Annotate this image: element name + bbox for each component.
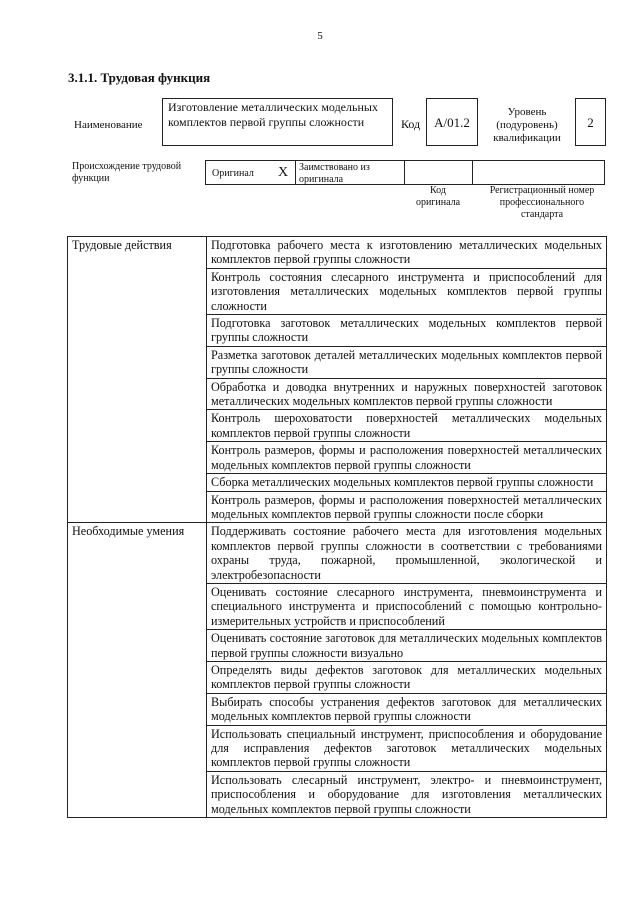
table-cell: Подготовка рабочего места к изготовлению металлических модельных комплектов первой группы сложности: [207, 237, 607, 269]
section-title-cell: Необходимые умения: [68, 523, 207, 818]
origin-table: [205, 160, 605, 185]
table-row: [68, 237, 607, 269]
code-value: A/01.2: [426, 98, 478, 146]
origin-divider: [472, 161, 473, 184]
borrowed-label: Заимствовано из оригинала: [299, 162, 370, 185]
code-original-label: Код оригинала: [415, 185, 461, 208]
table-cell: Разметка заготовок деталей металлических модельных комплектов первой группы сложности: [207, 346, 607, 378]
table-cell: Подготовка заготовок металлических модельных комплектов первой группы сложности: [207, 315, 607, 347]
name-value: Изготовление металлических модельных комплектов первой группы сложности: [162, 98, 393, 146]
reg-number-label: Регистрационный номер профессионального стандарта: [489, 185, 595, 220]
table-cell: Использовать слесарный инструмент, электро- и пневмоинструмент, приспособления и оборудование для изготовления металлических модельных комплектов первой группы сложности: [207, 771, 607, 817]
requirements-table: [67, 236, 607, 818]
table-cell: Контроль состояния слесарного инструмента и приспособлений для изготовления металлических модельных комплектов первой группы сложности: [207, 268, 607, 314]
origin-divider: [404, 161, 405, 184]
table-cell: Использовать специальный инструмент, приспособления и оборудование для исправления дефектов заготовок металлических модельных комплектов первой группы сложности: [207, 725, 607, 771]
level-label: Уровень (подуровень) квалификации: [493, 106, 561, 144]
table-cell: Выбирать способы устранения дефектов заготовок для металлических модельных комплектов первой группы сложности: [207, 693, 607, 725]
origin-label: Происхождение трудовой функции: [72, 161, 182, 184]
table-cell: Оценивать состояние заготовок для металлических модельных комплектов первой группы сложности визуально: [207, 630, 607, 662]
table-cell: Контроль размеров, формы и расположения поверхностей металлических модельных комплектов первой группы сложности после сборки: [207, 491, 607, 523]
table-cell: Контроль размеров, формы и расположения поверхностей металлических модельных комплектов первой группы сложности: [207, 442, 607, 474]
table-cell: Контроль шероховатости поверхностей металлических модельных комплектов первой группы сложности: [207, 410, 607, 442]
level-value: 2: [575, 98, 606, 146]
page-number: 5: [317, 30, 323, 42]
section-title-cell: Трудовые действия: [68, 237, 207, 523]
table-row: [68, 523, 607, 584]
table-cell: Обработка и доводка внутренних и наружных поверхностей заготовок металлических модельных комплектов первой группы сложности: [207, 378, 607, 410]
origin-cell-original: [206, 161, 296, 184]
table-cell: Сборка металлических модельных комплектов первой группы сложности: [207, 474, 607, 491]
section-title: 3.1.1. Трудовая функция: [68, 70, 211, 85]
original-label: Оригинал: [212, 168, 254, 179]
code-label: Код: [401, 117, 421, 131]
table-cell: Определять виды дефектов заготовок для металлических модельных комплектов первой группы сложности: [207, 661, 607, 693]
table-cell: Оценивать состояние слесарного инструмента, пневмоинструмента и специального инструмента и приспособлений с помощью контрольно-измерительных устройств и приспособлений: [207, 583, 607, 629]
name-label: Наименование: [74, 119, 143, 131]
original-mark: X: [278, 165, 289, 180]
table-cell: Поддерживать состояние рабочего места для изготовления модельных комплектов первой группы сложности в соответствии с требованиями охраны труда, пожарной, промышленной, экологической и электробезопасности: [207, 523, 607, 584]
